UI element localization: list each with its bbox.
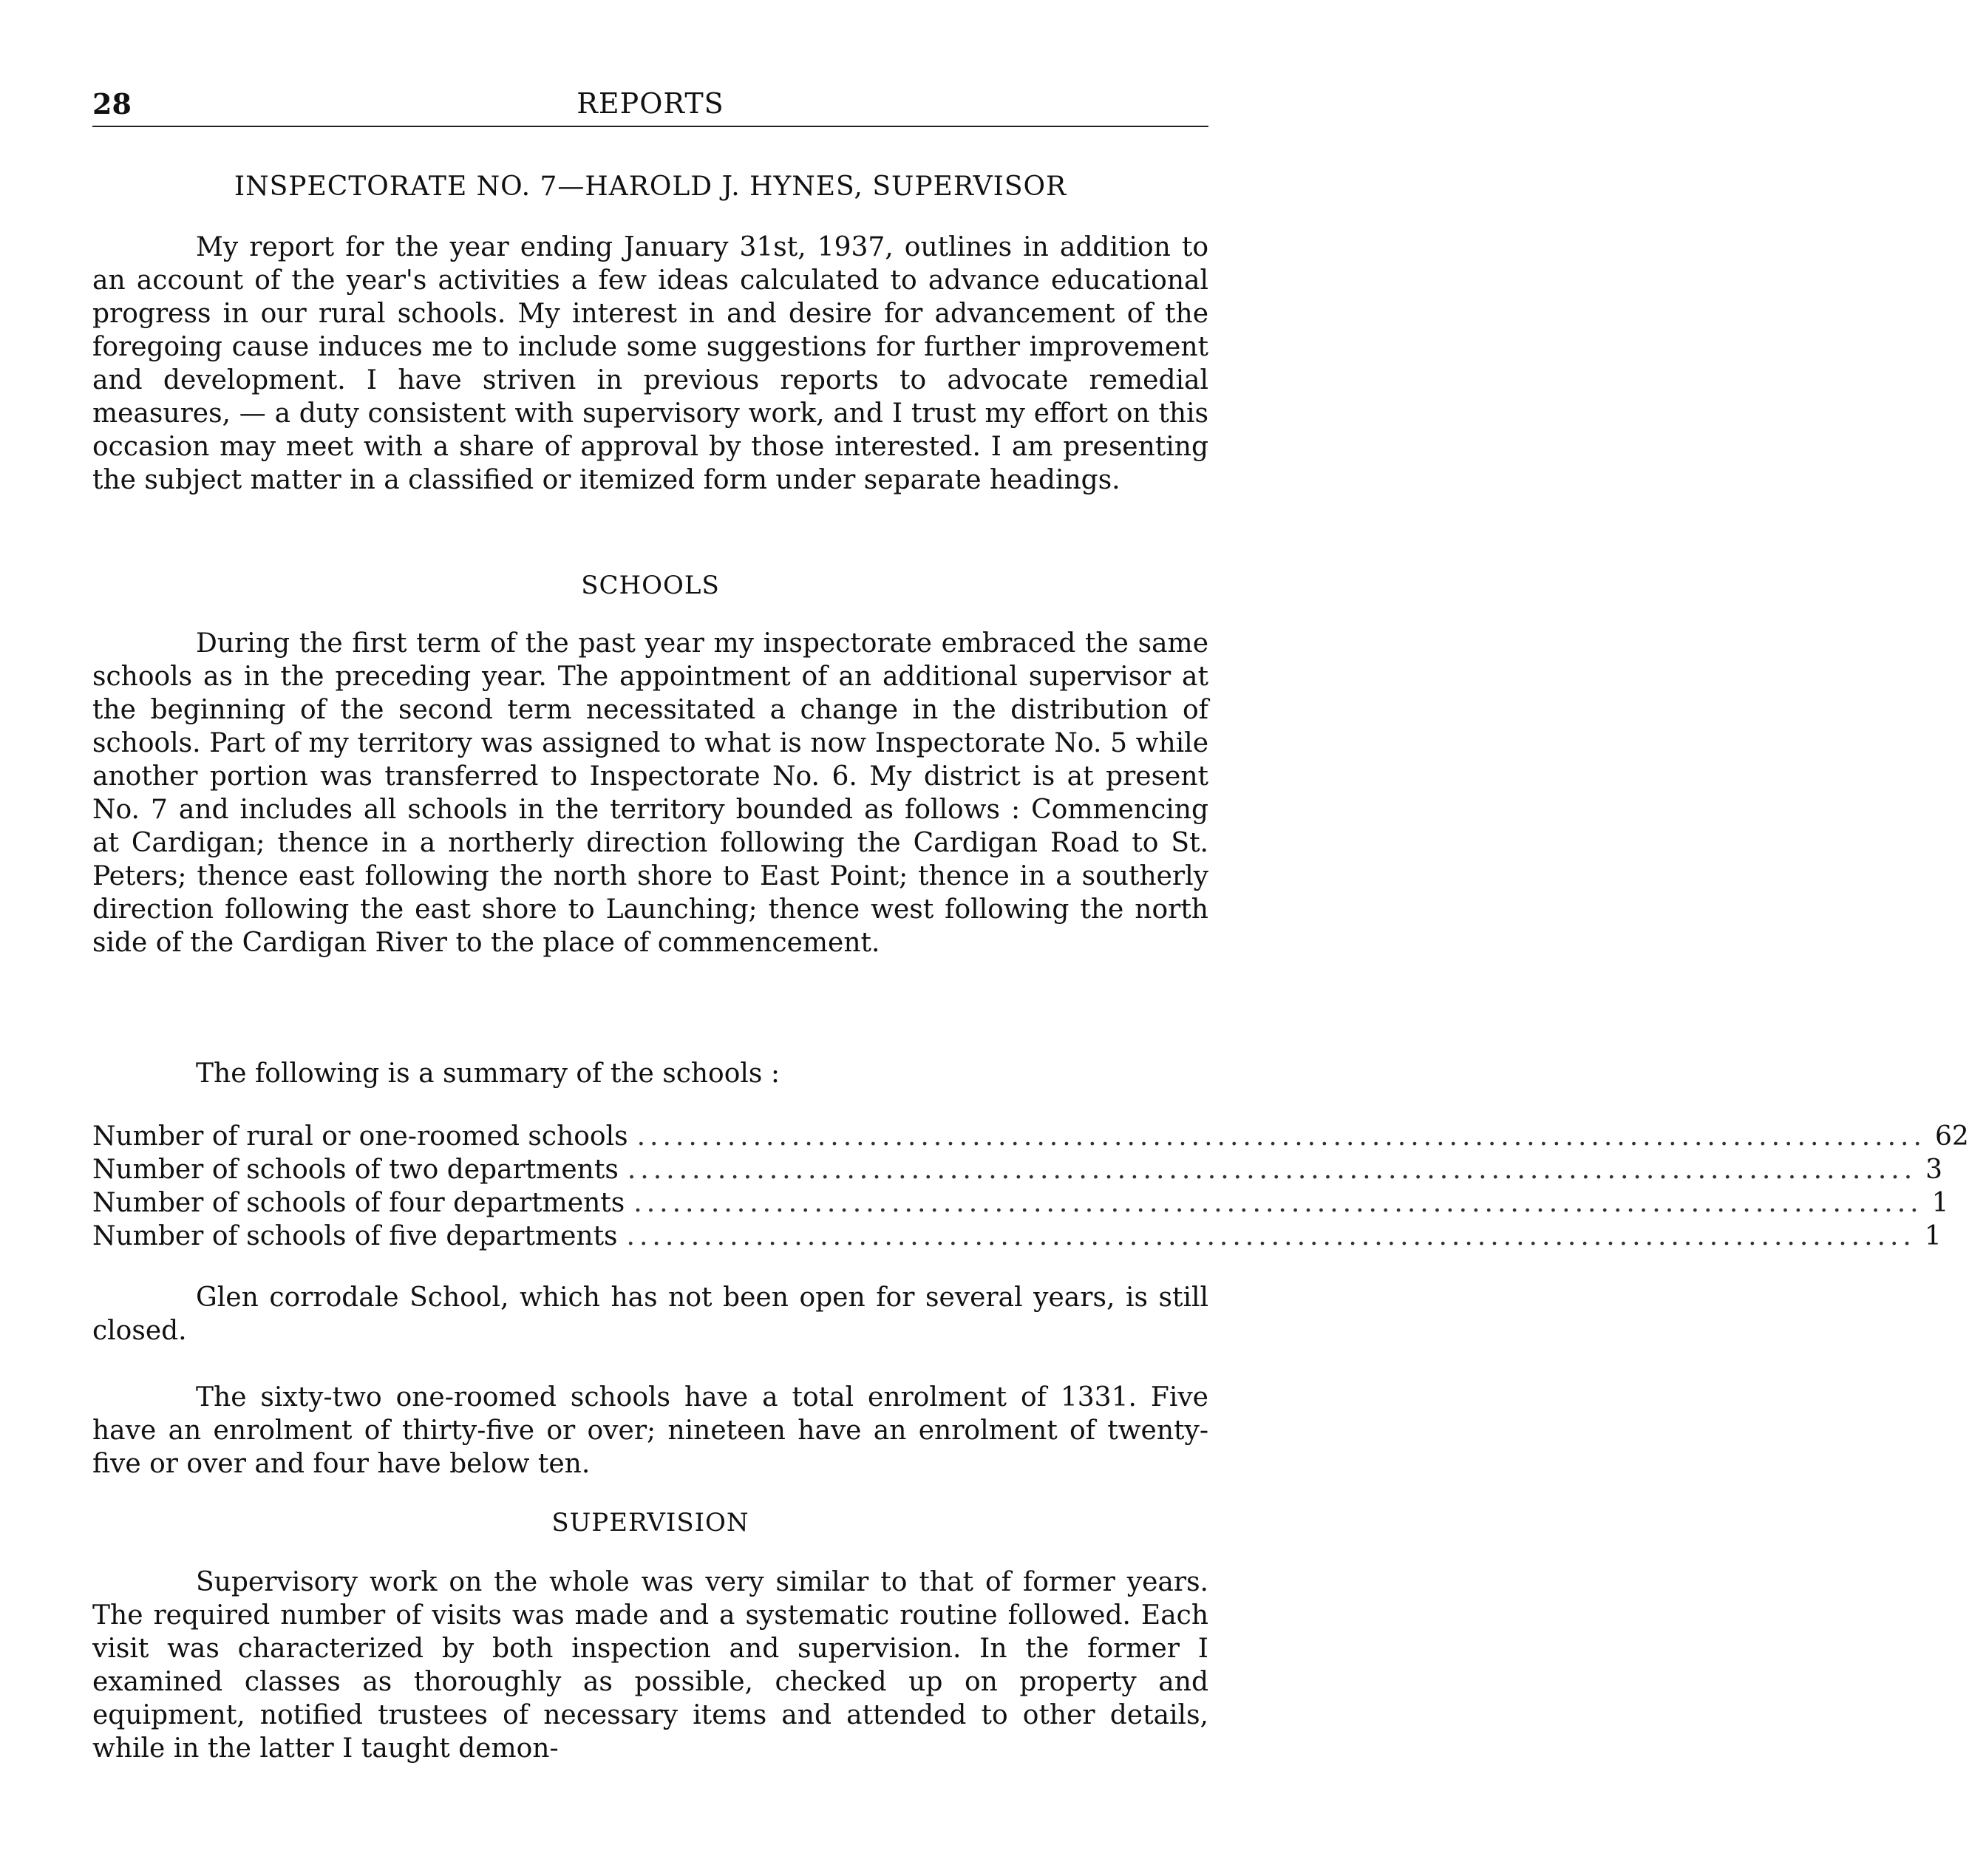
schools-paragraph: During the first term of the past year my inspectorate embraced the same schools as in the preceding year. The appointment of an additional supervisor at the beginning of the second term necessitated a change in the distribution of schools. Part of my territory was assigned to what is now Inspectorate No. 5 while another portion was transferred to Inspectorate No. 6. My district is at present No. 7 and includes all schools in the territory bounded as follows : Commencing at Cardigan; thence in a northerly direction following the Cardigan Road to St. Peters; thence east following the north shore to East Point; thence in a southerly direction following the east shore to Launching; thence west following the north side of the Cardigan River to the place of commencement. <box>92 628 1208 958</box>
summary-label: Number of schools of two departments <box>92 1155 619 1185</box>
supervision-paragraph: Supervisory work on the whole was very similar to that of former years. The required number of visits was made and a systematic routine followed. Each visit was characterized by both inspection and supervision. In the former I examined classes as thoroughly as possible, checked up on property and equipment, notified trustees of necessary items and attended to other details, while in the latter I taught demon- <box>92 1567 1208 1764</box>
summary-value: 1 <box>1924 1221 1942 1251</box>
report-title: INSPECTORATE NO. 7—HAROLD J. HYNES, SUPERVISOR <box>234 171 1067 202</box>
summary-row <box>92 1220 1942 1253</box>
summary-value: 62 <box>1934 1121 1969 1152</box>
dot-leader: .................................................................................................... <box>633 1188 1923 1218</box>
page-header <box>92 87 1208 132</box>
summary-intro: The following is a summary of the schools : <box>196 1058 780 1089</box>
supervision-heading: SUPERVISION <box>551 1508 749 1537</box>
dot-leader: .................................................................................................... <box>636 1121 1926 1152</box>
running-head: REPORTS <box>577 87 724 120</box>
summary-label: Number of schools of four departments <box>92 1188 625 1218</box>
summary-row <box>92 1153 1943 1186</box>
schools-heading: SCHOOLS <box>581 571 720 600</box>
summary-label: Number of schools of five departments <box>92 1221 618 1251</box>
summary-value: 3 <box>1925 1155 1943 1185</box>
page-number: 28 <box>92 87 132 120</box>
summary-value: 1 <box>1931 1188 1949 1218</box>
dot-leader: .................................................................................................... <box>627 1155 1917 1185</box>
intro-paragraph: My report for the year ending January 31st, 1937, outlines in addition to an account of the year's activities a few ideas calculated to advance educational progress in our rural schools. My interest in and desire for advancement of the foregoing cause induces me to include some suggestions for further improvement and development. I have striven in previous reports to advocate remedial measures, — a duty consistent with supervisory work, and I trust my effort on this occasion may meet with a share of approval by those interested. I am presenting the subject matter in a classified or itemized form under separate headings. <box>92 232 1208 495</box>
summary-row <box>92 1120 1969 1153</box>
enrolment-paragraph: The sixty-two one-roomed schools have a total enrolment of 1331. Five have an enrolment of thirty-five or over; nineteen have an enrolment of twenty-five or over and four have below ten. <box>92 1382 1208 1479</box>
dot-leader: .................................................................................................... <box>626 1221 1916 1251</box>
header-rule <box>92 126 1208 127</box>
summary-label: Number of rural or one-roomed schools <box>92 1121 628 1152</box>
glen-corrodale-paragraph: Glen corrodale School, which has not been open for several years, is still closed. <box>92 1282 1208 1346</box>
schools-summary-table <box>92 1120 1969 1253</box>
summary-row <box>92 1186 1949 1220</box>
